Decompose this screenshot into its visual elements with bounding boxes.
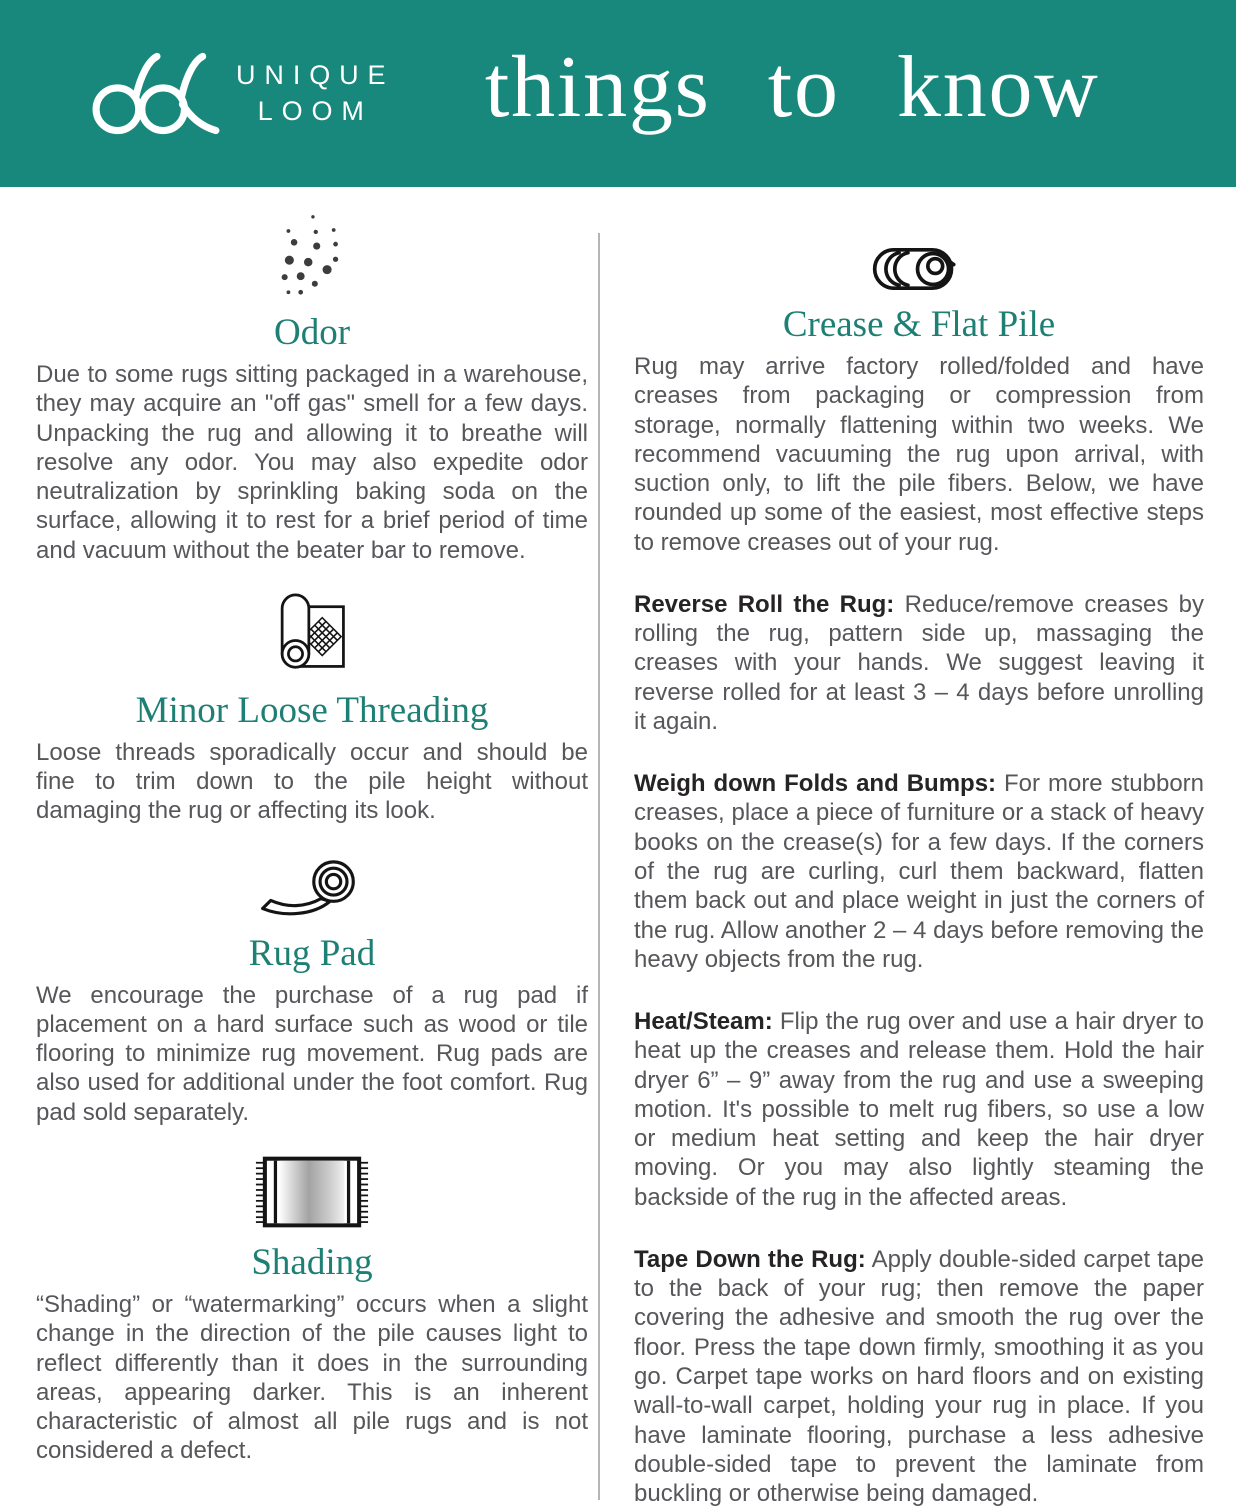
- section-title-odor: Odor: [273, 312, 351, 353]
- tip-label: Reverse Roll the Rug:: [634, 590, 895, 618]
- content-columns: [0, 187, 1236, 1508]
- tip-text: Reduce/remove creases by rolling the rug, pattern side up, massaging the creases with your hands. We suggest leaving it reverse rolled for at least 3 – 4 days before unrolling it again.: [634, 590, 1205, 735]
- odor-particles-icon: [279, 209, 345, 301]
- tip-text: Flip the rug over and use a hair dryer to heat up the creases and release them. Hold the hair dryer 6” – 9” away from the rug and use a sweeping motion. It's possible to melt rug fibers, so use a low or medium heat setting and keep the hair dryer moving. Or you may also lightly steaming the backside of the rug in the affected areas.: [634, 1008, 1204, 1211]
- unique-loom-logo-icon: [90, 48, 222, 140]
- unrolling-rug-icon: [272, 591, 352, 679]
- tip-text: Apply double-sided carpet tape to the back of your rug; then remove the paper covering the adhesive and smooth the rug over the floor. Press the tape down firmly, smoothing it as you go. Carpet tape works on hard floors and on existing wall-to-wall carpet, holding your rug in place. If you have laminate flooring, purchase a less adhesive double-sided tape to prevent the laminate from buckling or otherwise being damaged.: [634, 1245, 1205, 1508]
- banner: [0, 0, 1236, 187]
- tip-label: Tape Down the Rug:: [634, 1245, 866, 1273]
- section-title-shading: Shading: [251, 1241, 373, 1283]
- crease-intro: Rug may arrive factory rolled/folded and have creases from packaging or compression from storage, normally flattening within two weeks. We recommend vacuuming the rug upon arrival, with suction only, to lift the pile fibers. Below, we have rounded up some of the easiest, most effective steps to remove creases out of your rug.: [634, 353, 1204, 556]
- section-odor: [36, 209, 588, 565]
- section-rug-pad: [36, 852, 588, 1127]
- rolled-rug-side-icon: [871, 245, 967, 293]
- brand-line-2: LOOM: [257, 95, 373, 126]
- fringed-rug-icon: [251, 1153, 373, 1231]
- tip-text: For more stubborn creases, place a piece of furniture or a stack of heavy books on the crease(s) for a few days. If the corners of the rug are curling, curl them backward, flatten them back out and place weight in just the corners of the rug. Allow another 2 – 4 days before removing the heavy objects from the rug.: [634, 770, 1205, 973]
- section-body-rug-pad: We encourage the purchase of a rug pad if placement on a hard surface such as wood or tile flooring to minimize rug movement. Rug pads are also used for additional under the foot comfort. Rug pad sold separately.: [36, 981, 588, 1126]
- right-column: [634, 187, 1205, 1508]
- column-divider: [598, 233, 600, 1500]
- tip-tape-down: [634, 1245, 1204, 1508]
- brand-name: [236, 58, 394, 128]
- tip-label: Weigh down Folds and Bumps:: [634, 770, 997, 798]
- section-title-rug-pad: Rug Pad: [248, 932, 376, 974]
- section-body-odor: Due to some rugs sitting packaged in a warehouse, they may acquire an "off gas" smell for a few days. Unpacking the rug and allowing it to breathe will resolve any odor. You may also expedite odor neutralization by sprinkling baking soda on the surface, allowing it to rest for a brief period of time and vacuum without the beater bar to remove.: [36, 361, 588, 564]
- tip-label: Heat/Steam:: [634, 1008, 773, 1036]
- tip-heat-steam: [634, 1007, 1204, 1212]
- left-column: [36, 187, 588, 1500]
- section-title-crease: Crease & Flat Pile: [782, 304, 1056, 345]
- section-body-loose-threading: Loose threads sporadically occur and should be fine to trim down to the pile height without damaging the rug or affecting its look.: [36, 738, 588, 825]
- tip-weigh-down: [634, 769, 1204, 974]
- section-loose-threading: [36, 591, 588, 826]
- page-title: things to know: [484, 39, 1100, 136]
- rug-pad-roll-icon: [256, 852, 368, 922]
- section-shading: [36, 1153, 588, 1466]
- brand-line-1: UNIQUE: [236, 60, 395, 91]
- section-body-shading: “Shading” or “watermarking” occurs when a slight change in the direction of the pile causes light to reflect differently than it does in the surrounding areas, appearing darker. This is an inherent characteristic of almost all pile rugs and is not considered a defect.: [36, 1290, 588, 1465]
- tip-reverse-roll: [634, 590, 1204, 736]
- section-title-loose-threading: Minor Loose Threading: [135, 689, 489, 731]
- brand-block: [90, 48, 394, 140]
